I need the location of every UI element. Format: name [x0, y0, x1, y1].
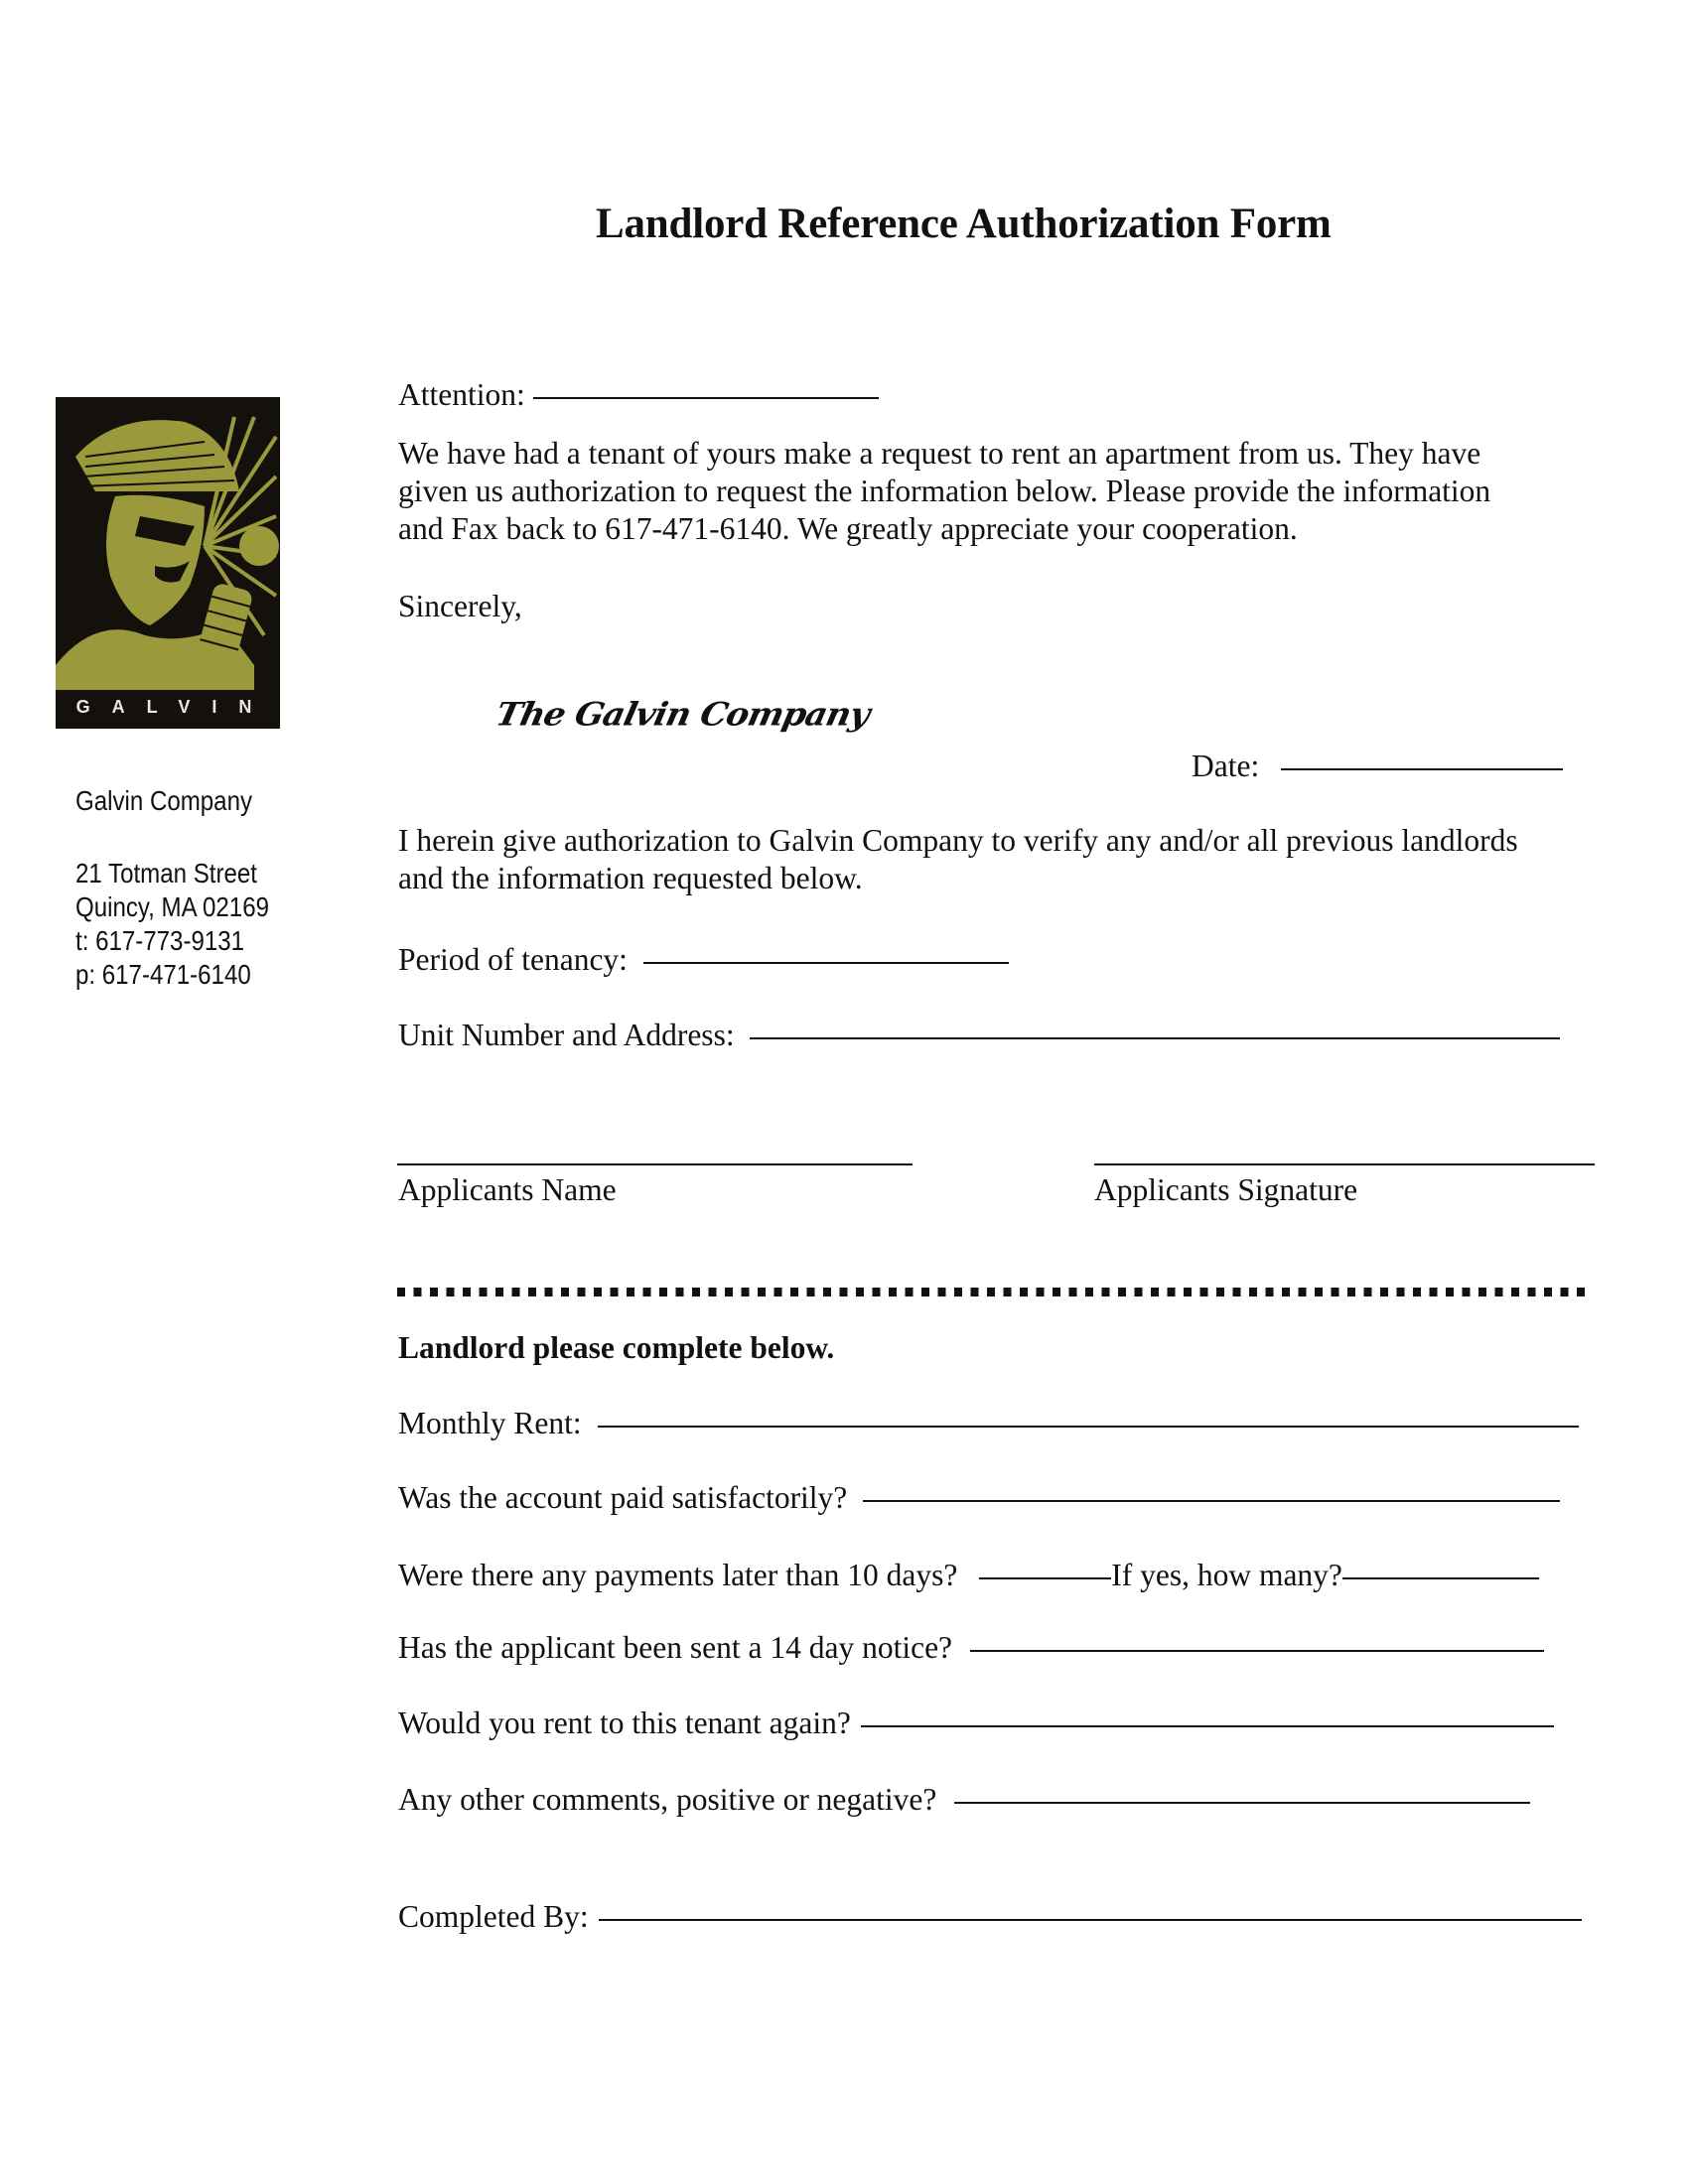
date-label: Date: — [1192, 749, 1260, 783]
rent-again-field[interactable] — [861, 1704, 1554, 1733]
applicant-name-field[interactable] — [397, 1163, 913, 1165]
completed-by-label: Completed By: — [398, 1899, 589, 1934]
completed-by-row — [398, 1897, 1582, 1936]
intro-line: given us authorization to request the information below. Please provide the information — [398, 474, 1491, 508]
company-name: Galvin Company — [75, 785, 253, 816]
attention-label: Attention: — [398, 377, 525, 412]
intro-line: We have had a tenant of yours make a request to rent an apartment from us. They have — [398, 436, 1481, 471]
landlord-heading: Landlord please complete below. — [398, 1330, 835, 1365]
notice-field[interactable] — [970, 1628, 1544, 1658]
closing: Sincerely, — [398, 589, 522, 623]
period-of-tenancy-field[interactable] — [643, 940, 1009, 970]
intro-line: and Fax back to 617-471-6140. We greatly appreciate your cooperation. — [398, 511, 1298, 546]
authorization-paragraph — [398, 822, 1518, 897]
dotted-separator — [397, 1288, 1593, 1297]
rent-again-label: Would you rent to this tenant again? — [398, 1706, 851, 1740]
company-street: 21 Totman Street — [75, 858, 257, 888]
monthly-rent-row — [398, 1404, 1579, 1442]
attention-field[interactable] — [533, 375, 879, 405]
late-payments-row — [398, 1556, 1539, 1594]
period-row — [398, 940, 1009, 979]
company-phone: t: 617-773-9131 — [75, 925, 245, 956]
logo-wordmark: GALVIN — [75, 697, 274, 717]
company-signature: The Galvin Company — [492, 696, 873, 734]
intro-paragraph — [398, 435, 1490, 548]
attention-row — [398, 375, 879, 414]
notice-row — [398, 1628, 1544, 1667]
account-paid-field[interactable] — [863, 1478, 1560, 1508]
date-field[interactable] — [1281, 747, 1563, 776]
company-fax: p: 617-471-6140 — [75, 959, 251, 990]
period-label: Period of tenancy: — [398, 942, 628, 977]
authorization-line: I herein give authorization to Galvin Company to verify any and/or all previous landlords — [398, 823, 1518, 858]
late-how-many-field[interactable] — [1342, 1556, 1539, 1585]
company-city: Quincy, MA 02169 — [75, 891, 269, 922]
late-payments-label: Were there any payments later than 10 days? — [398, 1558, 958, 1592]
account-paid-label: Was the account paid satisfactorily? — [398, 1480, 848, 1515]
monthly-rent-label: Monthly Rent: — [398, 1406, 582, 1440]
comments-row — [398, 1780, 1530, 1819]
unit-row — [398, 1016, 1560, 1054]
page-title: Landlord Reference Authorization Form — [596, 201, 1332, 247]
applicant-signature-label: Applicants Signature — [1094, 1172, 1358, 1207]
authorization-line: and the information requested below. — [398, 861, 863, 895]
late-how-many-label: If yes, how many? — [1111, 1558, 1342, 1592]
applicant-name-label: Applicants Name — [398, 1172, 617, 1207]
rent-again-row — [398, 1704, 1554, 1742]
comments-label: Any other comments, positive or negative? — [398, 1782, 937, 1817]
comments-field[interactable] — [954, 1780, 1530, 1810]
account-paid-row — [398, 1478, 1560, 1517]
notice-label: Has the applicant been sent a 14 day notice? — [398, 1630, 953, 1665]
unit-label: Unit Number and Address: — [398, 1018, 735, 1052]
date-row — [1192, 747, 1563, 785]
monthly-rent-field[interactable] — [598, 1404, 1579, 1433]
logo-illustration-icon — [56, 397, 280, 729]
completed-by-field[interactable] — [599, 1897, 1582, 1927]
galvin-logo — [56, 397, 280, 729]
unit-address-field[interactable] — [750, 1016, 1560, 1045]
late-payments-field[interactable] — [979, 1556, 1111, 1585]
applicant-signature-field[interactable] — [1094, 1163, 1595, 1165]
